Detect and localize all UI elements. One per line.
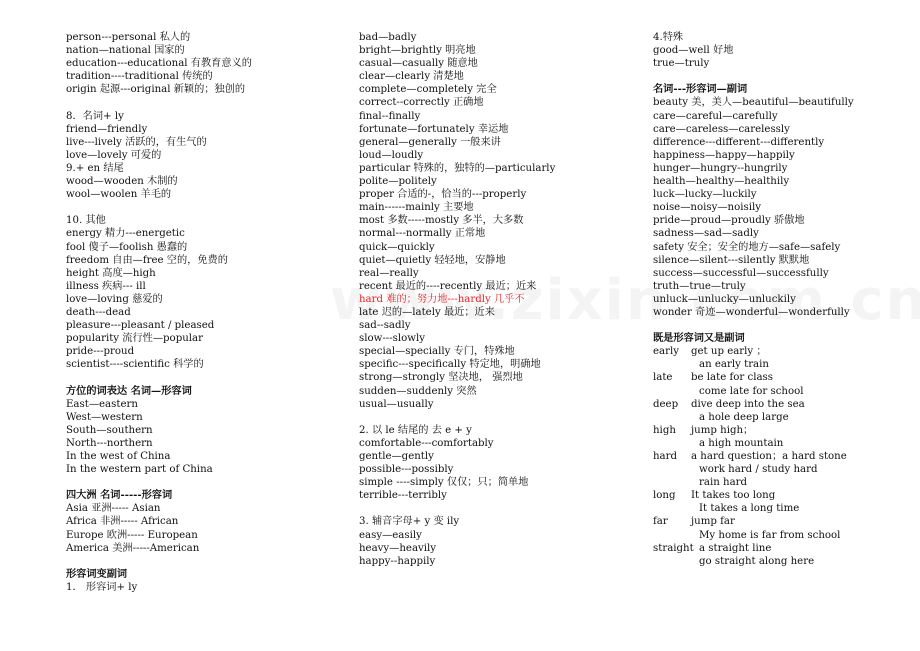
- text-line: happy--happily: [359, 555, 436, 567]
- text-line: origin 起源---original 新颖的；独创的: [66, 84, 246, 96]
- section-heading: 9.+ en 结尾: [66, 162, 124, 174]
- text-line: polite—politely: [359, 176, 437, 188]
- spacer: [66, 201, 336, 214]
- text-line: wonder 奇迹—wonderful—wonderfully: [653, 306, 850, 318]
- text-line: terrible---terribly: [359, 490, 447, 502]
- section-heading-bold: 名词---形容词—副词: [653, 83, 748, 96]
- dual-entry-late: [653, 371, 893, 397]
- spacer: [66, 476, 336, 489]
- text-line: person---personal 私人的: [66, 32, 191, 43]
- text-line: main------mainly 主要地: [359, 202, 474, 214]
- dual-entry-long: [653, 489, 893, 515]
- text-line: care—careful—carefully: [653, 110, 778, 122]
- text-line: friend—friendly: [66, 123, 148, 135]
- highlighted-line: hard 难的；努力地---hardly 几乎不: [359, 293, 525, 305]
- text-line: beauty 美，美人—beautiful—beautifully: [653, 97, 854, 109]
- text-line: pleasure---pleasant / pleased: [66, 320, 215, 332]
- text-line: luck—lucky—luckily: [653, 189, 757, 201]
- dual-entry-straight: [653, 542, 893, 568]
- text-line: unluck—unlucky—unluckily: [653, 293, 796, 305]
- text-line: health—healthy—healthily: [653, 176, 790, 188]
- text-line: success—successful—successfully: [653, 267, 829, 279]
- text-line: love—loving 慈爱的: [66, 293, 163, 305]
- text-line: quiet—quietly 轻轻地，安静地: [359, 254, 506, 266]
- dual-word: far: [653, 516, 668, 528]
- text-line: sadness—sad—sadly: [653, 228, 759, 240]
- text-line: loud—loudly: [359, 149, 424, 161]
- text-line: comfortable---comfortably: [359, 437, 494, 449]
- dual-entry-high: [653, 424, 893, 450]
- dual-example: a hard question；a hard stone: [691, 451, 847, 462]
- spacer: [66, 96, 336, 109]
- dual-example: jump high；: [691, 424, 754, 436]
- text-line: pride---proud: [66, 346, 135, 358]
- dual-example: It takes a long time: [699, 503, 800, 515]
- dual-entry-far: [653, 515, 893, 541]
- text-line: clear—clearly 清楚地: [359, 71, 464, 83]
- dual-entry-hard: [653, 450, 893, 489]
- text-line: happiness—happy—happily: [653, 149, 795, 161]
- dual-entry-deep: [653, 398, 893, 424]
- dual-entry-early: [653, 345, 893, 371]
- text-line: fool 傻子—foolish 愚蠢的: [66, 241, 188, 253]
- text-line: 1． 形容词+ ly: [66, 581, 138, 593]
- dual-example: a high mountain: [699, 437, 784, 449]
- text-line: popularity 流行性—popular: [66, 333, 203, 345]
- text-line: sad--sadly: [359, 320, 411, 332]
- text-line: America 美洲-----American: [66, 542, 200, 554]
- section-heading-bold: 方位的词表达 名词—形容词: [66, 384, 192, 397]
- text-line: fortunate—fortunately 幸运地: [359, 123, 509, 135]
- text-line: Africa 非洲----- African: [66, 516, 179, 528]
- text-line: general—generally 一般来讲: [359, 136, 501, 148]
- text-line: noise—noisy—noisily: [653, 202, 761, 214]
- text-line: possible---possibly: [359, 464, 454, 476]
- text-line: hunger—hungry--hungrily: [653, 162, 788, 174]
- section-heading: 2. 以 le 结尾的 去 e + y: [359, 424, 472, 436]
- text-line: South—southern: [66, 424, 153, 436]
- dual-word: hard: [653, 451, 678, 462]
- dual-word: early: [653, 346, 679, 358]
- text-line: illness 疾病--- ill: [66, 280, 146, 292]
- dual-example: work hard / study hard: [699, 464, 818, 476]
- dual-example: an early train: [699, 359, 769, 371]
- text-line: scientist----scientific 科学的: [66, 359, 204, 371]
- text-line: real—really: [359, 267, 419, 279]
- text-line: death---dead: [66, 306, 131, 318]
- section-heading: 3. 辅音字母+ y 变 ily: [359, 516, 460, 528]
- text-line: In the western part of China: [66, 464, 213, 476]
- text-line: pride—proud—proudly 骄傲地: [653, 215, 805, 227]
- dual-example: dive deep into the sea: [691, 398, 805, 410]
- text-line: bad—badly: [359, 32, 417, 43]
- text-line: easy—easily: [359, 529, 422, 541]
- column-left: [66, 31, 336, 594]
- text-line: care—careless—carelessly: [653, 123, 790, 135]
- dual-example: rain hard: [699, 477, 748, 489]
- spacer: [66, 371, 336, 384]
- text-line: gentle—gently: [359, 451, 434, 462]
- text-line: specific---specifically 特定地，明确地: [359, 359, 541, 371]
- text-line: energy 精力---energetic: [66, 228, 185, 240]
- dual-example: jump far: [691, 516, 735, 528]
- text-line: slow---slowly: [359, 333, 426, 345]
- text-line: casual—casually 随意地: [359, 58, 478, 70]
- dual-example: a hole deep large: [699, 411, 789, 423]
- text-line: education---educational 有教育意义的: [66, 58, 252, 70]
- column-middle: [359, 31, 629, 568]
- text-line: bright—brightly 明亮地: [359, 45, 476, 57]
- text-line: true—truly: [653, 58, 710, 70]
- text-line: recent 最近的----recently 最近；近来: [359, 280, 537, 292]
- dual-example: get up early ；: [691, 346, 767, 358]
- section-heading: 8．名词+ ly: [66, 110, 124, 122]
- text-line: Europe 欧洲----- European: [66, 529, 198, 541]
- text-line: love—lovely 可爱的: [66, 149, 162, 161]
- spacer: [359, 411, 629, 424]
- text-line: In the west of China: [66, 451, 171, 462]
- text-line: most 多数-----mostly 多半，大多数: [359, 215, 524, 227]
- text-line: silence—silent---silently 默默地: [653, 254, 810, 266]
- text-line: height 高度—high: [66, 267, 156, 279]
- dual-word: deep: [653, 398, 679, 410]
- spacer: [359, 502, 629, 515]
- section-heading: 4.特殊: [653, 32, 684, 43]
- text-line: tradition----traditional 传统的: [66, 71, 213, 83]
- text-line: particular 特殊的，独特的—particularly: [359, 162, 556, 174]
- text-line: correct--correctly 正确地: [359, 97, 484, 109]
- dual-example: My home is far from school: [699, 529, 841, 541]
- text-line: wood—wooden 木制的: [66, 176, 178, 188]
- text-line: complete—completely 完全: [359, 84, 497, 96]
- text-line: quick—quickly: [359, 241, 435, 253]
- spacer: [66, 555, 336, 568]
- column-right: [653, 31, 893, 568]
- text-line: usual—usually: [359, 398, 434, 410]
- text-line: East—eastern: [66, 398, 138, 410]
- text-line: nation—national 国家的: [66, 45, 185, 57]
- text-line: strong—strongly 坚决地， 强烈地: [359, 372, 523, 384]
- dual-word: long: [653, 490, 676, 502]
- text-line: heavy—heavily: [359, 542, 437, 554]
- dual-word: high: [653, 424, 676, 436]
- text-line: truth—true—truly: [653, 280, 746, 292]
- text-line: West—western: [66, 411, 143, 423]
- spacer: [653, 319, 893, 332]
- section-heading-bold: 四大洲 名词-----形容词: [66, 489, 173, 502]
- text-line: live---lively 活跃的，有生气的: [66, 136, 207, 148]
- dual-word: late: [653, 372, 673, 384]
- text-line: freedom 自由—free 空的，免费的: [66, 254, 228, 266]
- text-line: good—well 好地: [653, 45, 734, 57]
- text-line: difference---different---differently: [653, 136, 825, 148]
- text-line: late 迟的—lately 最近；近来: [359, 306, 495, 318]
- text-line: simple ----simply 仅仅；只；简单地: [359, 477, 529, 489]
- section-heading: 10. 其他: [66, 215, 106, 227]
- dual-example: come late for school: [699, 385, 804, 397]
- text-line: special—specially 专门，特殊地: [359, 346, 515, 358]
- text-line: safety 安全；安全的地方—safe—safely: [653, 241, 841, 253]
- dual-example: a straight line: [699, 542, 772, 554]
- section-heading-bold: 形容词变副词: [66, 567, 128, 580]
- dual-word: straight: [653, 542, 694, 554]
- text-line: normal---normally 正常地: [359, 228, 486, 240]
- text-line: proper 合适的-，恰当的---properly: [359, 189, 527, 201]
- spacer: [653, 70, 893, 83]
- section-heading-bold: 既是形容词又是副词: [653, 332, 745, 345]
- text-line: Asia 亚洲----- Asian: [66, 503, 161, 515]
- text-line: sudden—suddenly 突然: [359, 385, 477, 397]
- text-line: wool—woolen 羊毛的: [66, 189, 172, 201]
- dual-example: be late for class: [691, 372, 773, 384]
- text-line: final--finally: [359, 110, 421, 122]
- text-line: North---northern: [66, 437, 153, 449]
- dual-example: It takes too long: [691, 490, 776, 502]
- dual-example: go straight along here: [699, 555, 815, 567]
